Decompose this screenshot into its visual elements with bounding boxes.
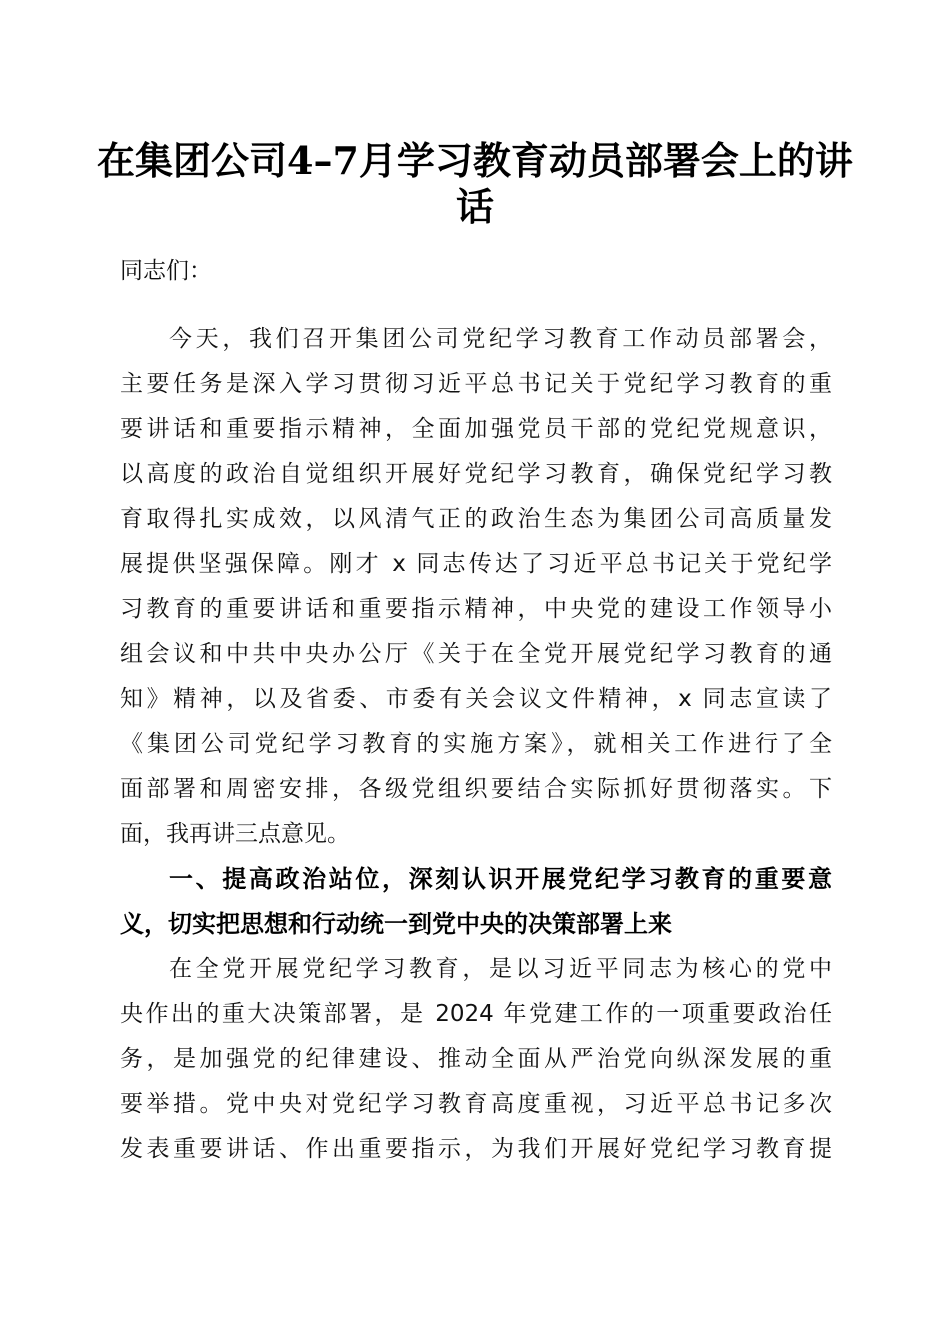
paragraph-line: 央作出的重大决策部署，是 2024 年党建工作的一项重要政治任	[120, 1001, 832, 1027]
paragraph-line: 以高度的政治自觉组织开展好党纪学习教育，确保党纪学习教	[120, 461, 832, 487]
paragraph-line: 发表重要讲话、作出重要指示，为我们开展好党纪学习教育提	[120, 1136, 832, 1162]
document-title-line-2: 话	[455, 184, 494, 229]
paragraph-line: 今天，我们召开集团公司党纪学习教育工作动员部署会，	[169, 326, 832, 352]
paragraph-line: 育取得扎实成效，以风清气正的政治生态为集团公司高质量发	[120, 506, 832, 532]
paragraph-line: 要讲话和重要指示精神，全面加强党员干部的党纪党规意识，	[120, 416, 832, 442]
paragraph-line: 面部署和周密安排，各级党组织要结合实际抓好贯彻落实。下	[120, 776, 832, 802]
paragraph-line: 《集团公司党纪学习教育的实施方案》，就相关工作进行了全	[120, 731, 832, 757]
paragraph-line: 组会议和中共中央办公厅《关于在全党开展党纪学习教育的通	[120, 641, 832, 667]
paragraph-line: 务，是加强党的纪律建设、推动全面从严治党向纵深发展的重	[120, 1046, 832, 1072]
paragraph-line: 在全党开展党纪学习教育，是以习近平同志为核心的党中	[169, 956, 832, 982]
paragraph-line: 要举措。党中央对党纪学习教育高度重视，习近平总书记多次	[120, 1091, 832, 1117]
salutation: 同志们：	[120, 258, 212, 284]
paragraph-line: 面，我再讲三点意见。	[120, 821, 350, 847]
paragraph-line: 展提供坚强保障。刚才 x 同志传达了习近平总书记关于党纪学	[120, 551, 832, 577]
paragraph-line: 知》精神，以及省委、市委有关会议文件精神，x 同志宣读了	[120, 686, 832, 712]
heading-line: 义，切实把思想和行动统一到党中央的决策部署上来	[120, 910, 672, 938]
heading-line: 一、提高政治站位，深刻认识开展党纪学习教育的重要意	[169, 865, 832, 893]
paragraph-line: 主要任务是深入学习贯彻习近平总书记关于党纪学习教育的重	[120, 371, 832, 397]
paragraph-line: 习教育的重要讲话和重要指示精神，中央党的建设工作领导小	[120, 596, 832, 622]
document-title-line-1: 在集团公司4–7月学习教育动员部署会上的讲	[97, 138, 853, 183]
